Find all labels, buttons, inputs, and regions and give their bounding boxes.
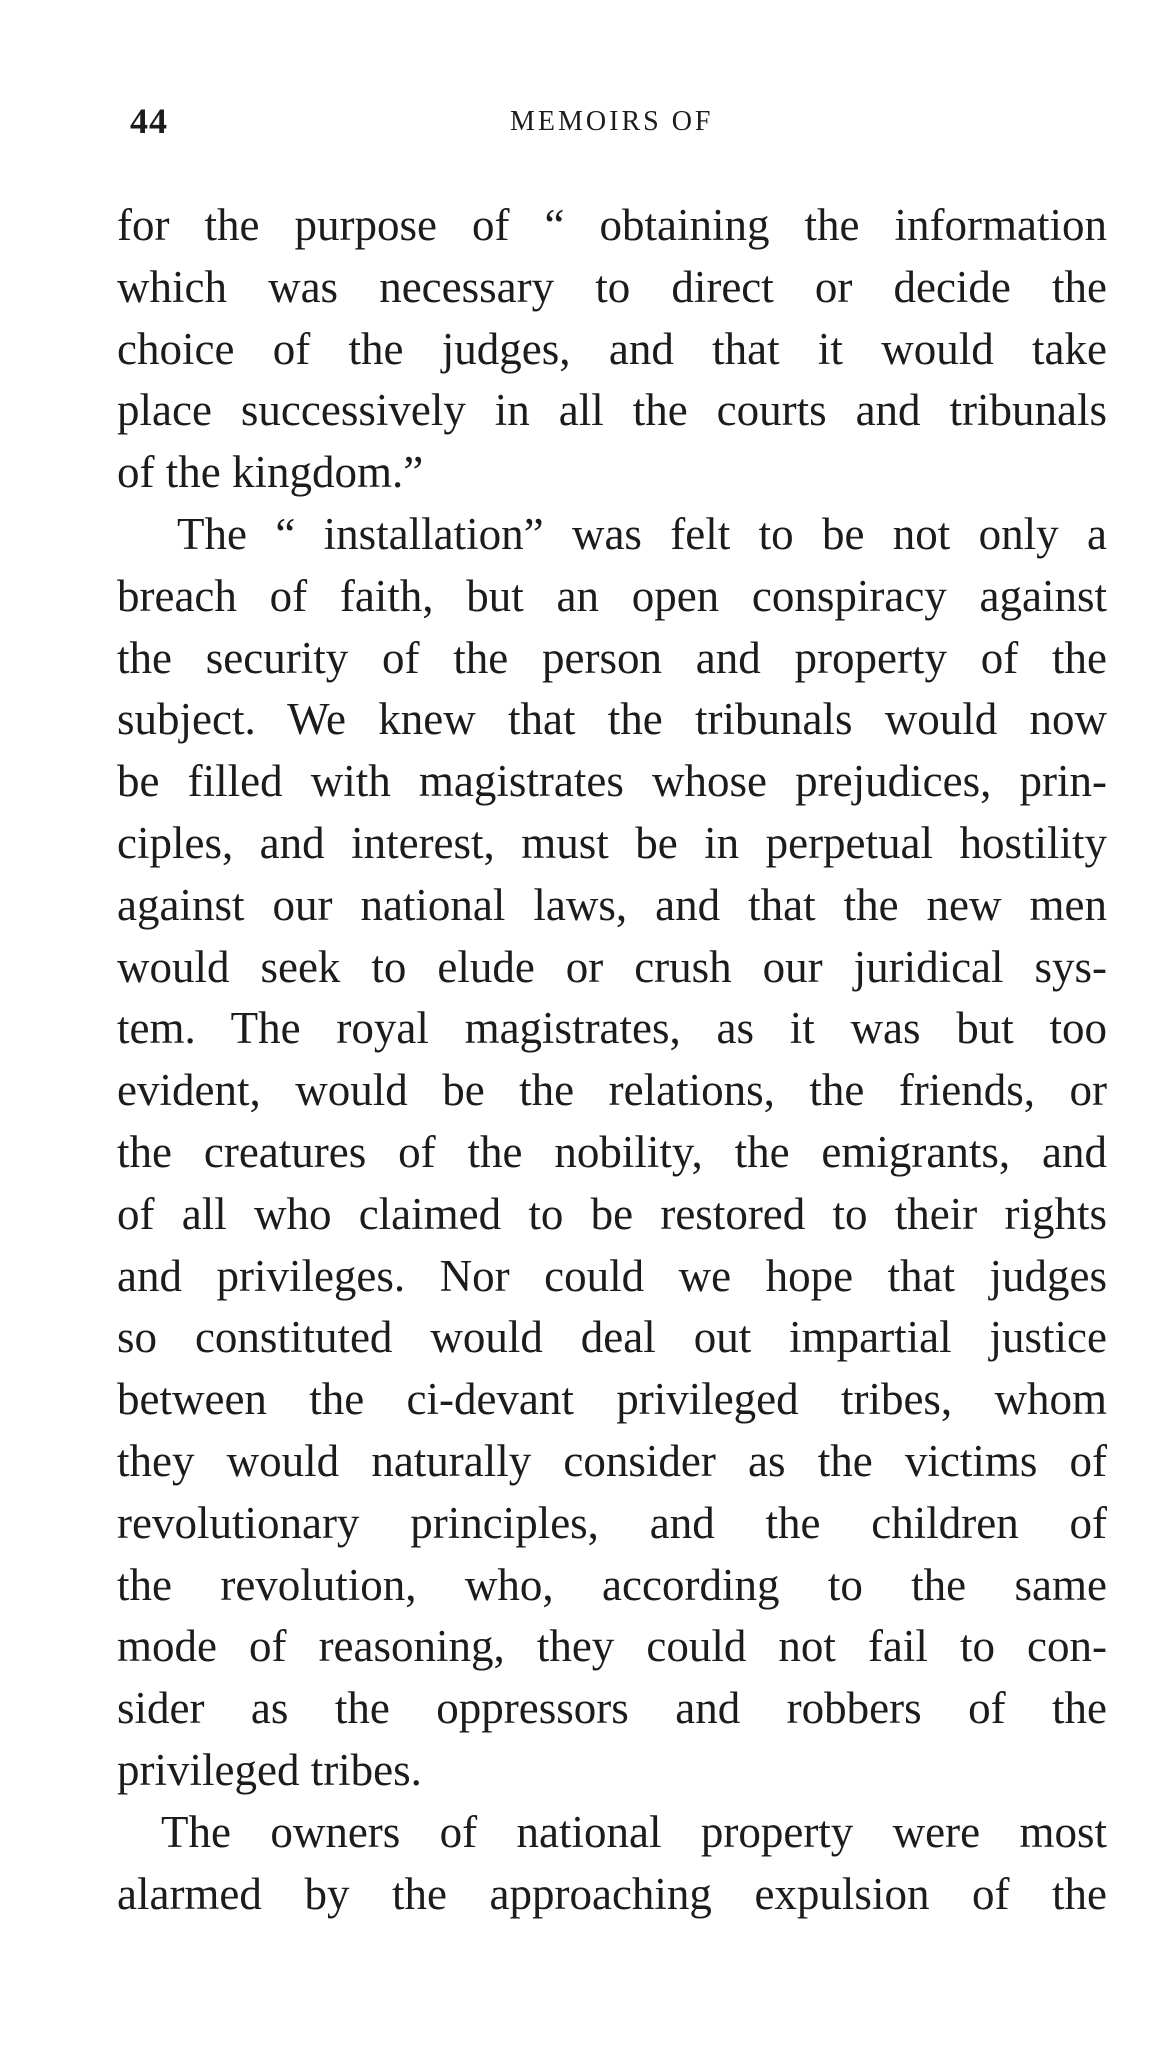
text-line: evident, would be the relations, the friends, or <box>117 1065 1107 1116</box>
text-line: The “ installation” was felt to be not only a <box>177 508 1107 559</box>
text-line: so constituted would deal out impartial justice <box>117 1312 1107 1363</box>
paragraph <box>117 504 1107 1802</box>
text-line: which was necessary to direct or decide the <box>117 261 1107 312</box>
text-line: ciples, and interest, must be in perpetual hostility <box>117 817 1107 868</box>
text-line: choice of the judges, and that it would take <box>117 323 1107 374</box>
text-line: and privileges. Nor could we hope that judges <box>117 1250 1107 1301</box>
text-line: the creatures of the nobility, the emigrants, and <box>117 1126 1107 1177</box>
running-head: MEMOIRS OF <box>510 106 714 137</box>
text-line: of all who claimed to be restored to their rights <box>117 1188 1107 1239</box>
text-line: would seek to elude or crush our juridical sys- <box>117 941 1107 992</box>
text-line: privileged tribes. <box>117 1744 422 1795</box>
text-line: breach of faith, but an open conspiracy against <box>117 570 1107 621</box>
text-line: for the purpose of “ obtaining the information <box>117 200 1107 250</box>
text-line: tem. The royal magistrates, as it was but too <box>117 1003 1107 1054</box>
text-line: subject. We knew that the tribunals would now <box>117 694 1107 745</box>
text-line: place successively in all the courts and tribunals <box>117 385 1107 436</box>
text-line: sider as the oppressors and robbers of the <box>117 1683 1107 1734</box>
text-line: revolutionary principles, and the children of <box>117 1497 1107 1548</box>
text-line: alarmed by the approaching expulsion of the <box>117 1868 1107 1919</box>
page-header <box>130 100 1110 144</box>
text-line: between the ci-devant privileged tribes, whom <box>117 1374 1107 1425</box>
text-line: mode of reasoning, they could not fail to con- <box>117 1621 1107 1672</box>
text-line: The owners of national property were most <box>161 1806 1107 1857</box>
text-line: be filled with magistrates whose prejudices, prin- <box>117 756 1107 807</box>
text-line: against our national laws, and that the new men <box>117 879 1107 930</box>
text-line: the security of the person and property of the <box>117 632 1107 683</box>
text-line: of the kingdom.” <box>117 447 424 498</box>
paragraph-continued <box>117 195 1107 504</box>
text-line: they would naturally consider as the victims of <box>117 1435 1107 1486</box>
body-text <box>117 195 1107 1925</box>
text-line: the revolution, who, according to the same <box>117 1559 1107 1610</box>
page-number: 44 <box>130 101 168 141</box>
paragraph <box>117 1802 1107 1926</box>
